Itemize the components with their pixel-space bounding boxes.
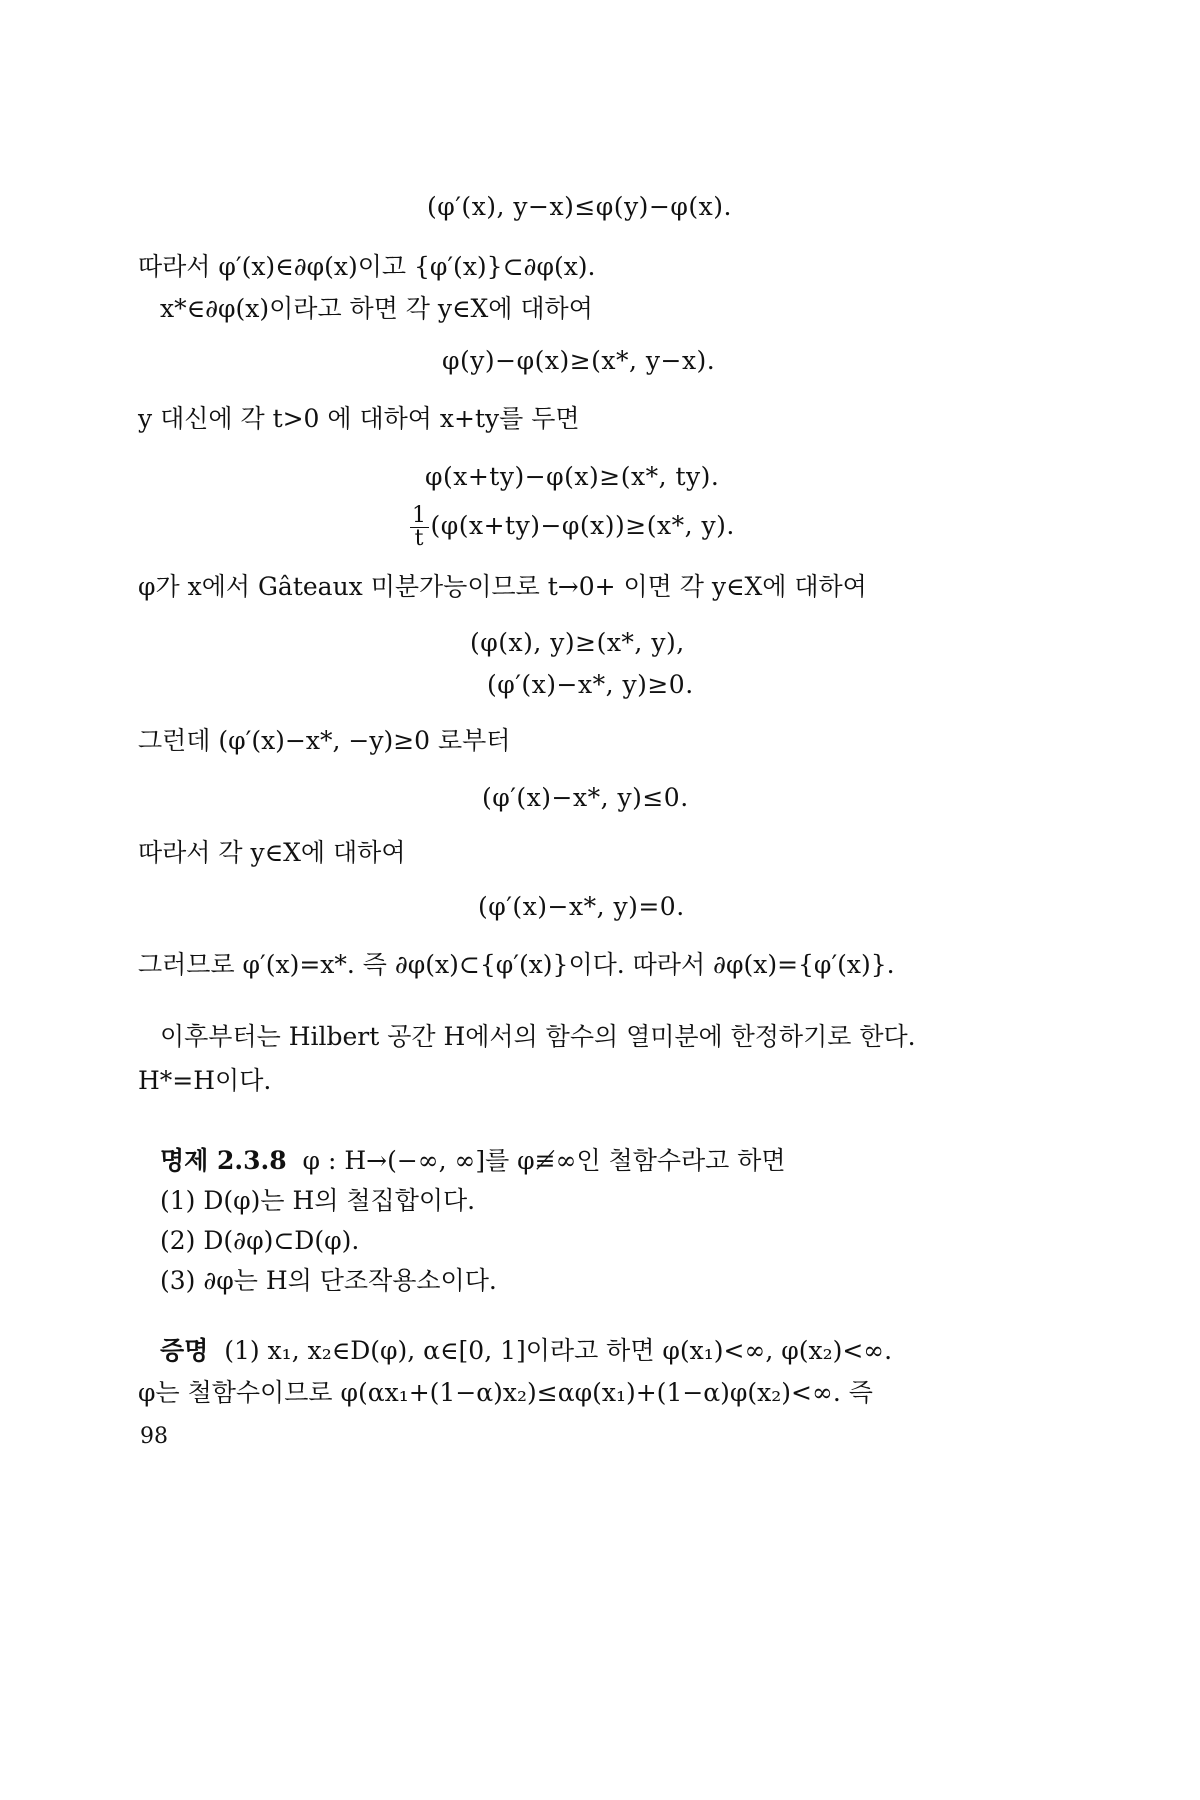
proposition-item: (1) D(φ)는 H의 철집합이다. <box>160 1186 476 1215</box>
text-line: 그런데 (φ′(x)−x*, −y)≥0 로부터 <box>138 726 511 755</box>
fraction-denominator: t <box>414 526 424 551</box>
proof-line <box>160 1336 892 1366</box>
proposition-item: (3) ∂φ는 H의 단조작용소이다. <box>160 1266 497 1295</box>
text-line: y 대신에 각 t>0 에 대하여 x+ty를 두면 <box>138 404 580 433</box>
proof-text: (1) x₁, x₂∈D(φ), α∈[0, 1]이라고 하면 φ(x₁)<∞, φ(x₂)<∞. <box>224 1336 893 1365</box>
proposition-heading <box>160 1146 786 1176</box>
equation: (φ′(x)−x*, y)≤0. <box>482 783 689 812</box>
proposition-label: 명제 2.3.8 <box>160 1146 287 1175</box>
text-line: 그러므로 φ′(x)=x*. 즉 ∂φ(x)⊂{φ′(x)}이다. 따라서 ∂φ(x)={φ′(x)}. <box>138 950 895 979</box>
text-line: x*∈∂φ(x)이라고 하면 각 y∈X에 대하여 <box>160 294 593 323</box>
equation-with-fraction <box>410 505 735 550</box>
page-number: 98 <box>140 1424 168 1449</box>
proposition-item: (2) D(∂φ)⊂D(φ). <box>160 1226 360 1255</box>
text-line: 따라서 각 y∈X에 대하여 <box>138 838 406 867</box>
text-line: φ가 x에서 Gâteaux 미분가능이므로 t→0+ 이면 각 y∈X에 대하여 <box>138 572 867 601</box>
equation: (φ′(x), y−x)≤φ(y)−φ(x). <box>427 192 732 221</box>
equation: φ(y)−φ(x)≥(x*, y−x). <box>442 346 716 375</box>
text-line: H*=H이다. <box>138 1066 272 1095</box>
equation: (φ′(x)−x*, y)=0. <box>478 892 685 921</box>
text-line: 따라서 φ′(x)∈∂φ(x)이고 {φ′(x)}⊂∂φ(x). <box>138 252 596 281</box>
proof-line: φ는 철함수이므로 φ(αx₁+(1−α)x₂)≤αφ(x₁)+(1−α)φ(x₂)<∞. 즉 <box>138 1378 873 1407</box>
fraction <box>410 505 429 550</box>
equation: (φ′(x)−x*, y)≥0. <box>487 670 694 699</box>
fraction-numerator: 1 <box>412 503 427 528</box>
equation: (φ(x), y)≥(x*, y), <box>470 628 685 657</box>
text-line: 이후부터는 Hilbert 공간 H에서의 함수의 열미분에 한정하기로 한다. <box>160 1022 916 1051</box>
proof-label: 증명 <box>160 1336 209 1365</box>
proposition-statement: φ : H→(−∞, ∞]를 φ≢∞인 철함수라고 하면 <box>302 1146 786 1175</box>
equation: φ(x+ty)−φ(x)≥(x*, ty). <box>425 462 720 491</box>
equation-rest: (φ(x+ty)−φ(x))≥(x*, y). <box>430 511 735 540</box>
